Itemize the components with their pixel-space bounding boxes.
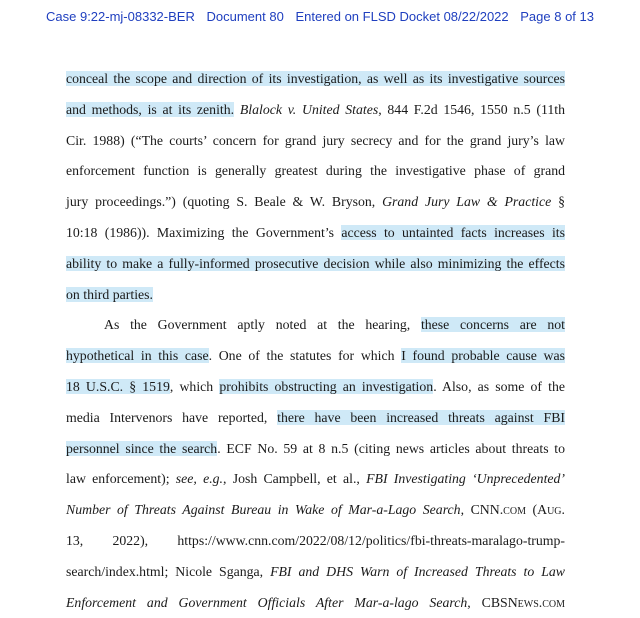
signal-phrase: see, e.g.	[175, 471, 224, 487]
highlighted-text: hypothetical in this case	[66, 348, 209, 364]
text: law enforcement);	[66, 471, 170, 487]
case-number: Case 9:22-mj-08332-BER	[46, 9, 195, 24]
text: , which	[169, 378, 214, 394]
text: . ECF No. 59 at 8 n.5 (citing news articles about threats to	[217, 440, 565, 456]
highlighted-text: there have been increased threats against FBI	[277, 409, 565, 425]
highlighted-text: I found probable cause was	[401, 348, 566, 364]
text-line	[66, 557, 565, 588]
highlighted-text: on third parties.	[66, 286, 153, 302]
docket-entry: Entered on FLSD Docket 08/22/2022	[295, 9, 509, 24]
book-title: Grand Jury Law & Practice	[382, 194, 552, 210]
text: , 844 F.2d 1546, 1550 n.5 (11th	[378, 101, 566, 117]
text: search/index.html; Nicole Sganga,	[66, 563, 264, 579]
text-line	[66, 495, 565, 526]
text-line	[66, 280, 565, 311]
highlighted-text: personnel since the search	[66, 440, 218, 456]
article-title: FBI Investigating ‘Unprecedented’	[366, 471, 566, 487]
highlighted-text: conceal the scope and direction of its investigation, as well as its investigative sources	[66, 71, 565, 86]
text: As the Government aptly noted at the hearing,	[104, 317, 411, 333]
text-line	[66, 526, 565, 557]
docket-header	[0, 9, 640, 24]
text-line	[66, 187, 565, 218]
text-line	[66, 310, 565, 341]
text: , CNN.com (Aug.	[460, 502, 565, 518]
text: , CBSNews.com	[467, 594, 565, 610]
highlighted-text: ability to make a fully-informed prosecutive decision while also minimizing the effects	[66, 255, 565, 271]
article-title: Number of Threats Against Bureau in Wake of Mar-a-Lago Search	[66, 502, 461, 518]
text-line	[66, 372, 565, 403]
document-number: Document 80	[206, 9, 284, 24]
highlighted-text: prohibits obstructing an investigation	[219, 378, 434, 394]
text-line	[66, 341, 565, 372]
text: enforcement function is generally greatest during the investigative phase of grand	[66, 163, 565, 179]
text: §	[558, 194, 565, 210]
case-citation: Blalock v. United States	[239, 101, 379, 117]
text-line	[66, 249, 565, 280]
text: , Josh Campbell, et al.,	[223, 471, 360, 487]
page-number: Page 8 of 13	[520, 9, 594, 24]
article-title: Enforcement and Government Officials After Mar-a-lago Search	[66, 594, 468, 610]
text-line	[66, 464, 565, 495]
text: . One of the statutes for which	[208, 348, 395, 364]
text-line	[66, 434, 565, 465]
text-line	[66, 64, 565, 95]
text-line	[66, 403, 565, 434]
text: . Also, as some of the	[433, 378, 566, 394]
highlighted-text: access to untainted facts increases its	[341, 224, 565, 240]
text-line	[66, 126, 565, 157]
article-title: FBI and DHS Warn of Increased Threats to Law	[270, 563, 565, 579]
highlighted-text: and methods, is at its zenith.	[66, 101, 235, 117]
text-line	[66, 156, 565, 187]
text: Cir. 1988) (“The courts’ concern for grand jury secrecy and for the grand jury’s law	[66, 132, 565, 148]
text: 13, 2022), https://www.cnn.com/2022/08/12/politics/fbi-threats-maralago-trump-	[66, 532, 565, 548]
text: 10:18 (1986)). Maximizing the Government’s	[66, 224, 335, 240]
text: jury proceedings.”) (quoting S. Beale & W. Bryson,	[66, 194, 376, 210]
text: media Intervenors have reported,	[66, 409, 268, 425]
highlighted-text: these concerns are not	[420, 317, 566, 333]
highlighted-text: 18 U.S.C. § 1519	[66, 378, 170, 394]
text-line	[66, 218, 565, 249]
document-body	[66, 64, 565, 618]
text-line	[66, 95, 565, 126]
text-line	[66, 588, 565, 618]
